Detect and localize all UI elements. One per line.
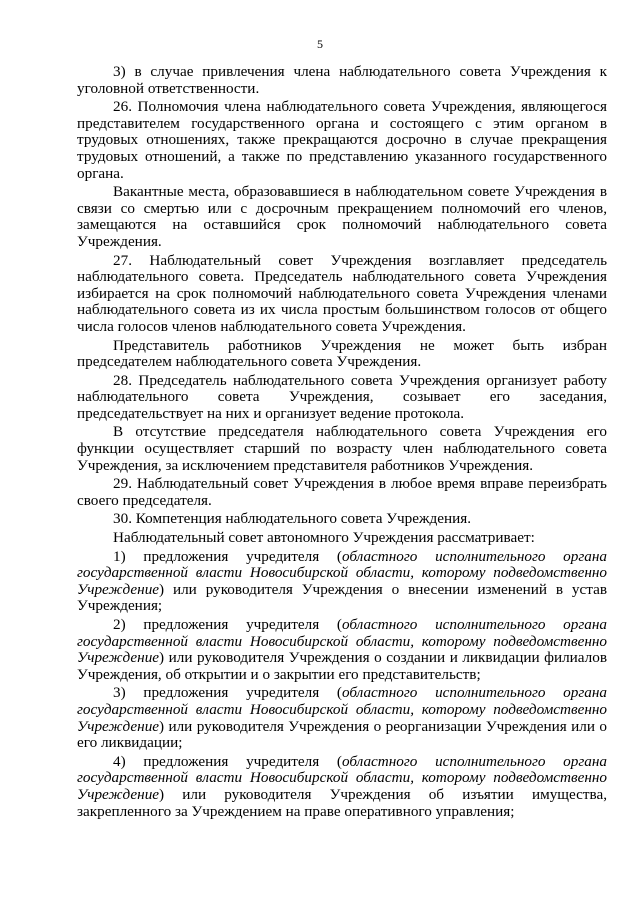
list-item-4 [77, 754, 607, 820]
list-item-4-end: ) или руководителя Учреждения об изъятии имущества, закрепленного за Учреждением на праве оперативного управления; [77, 785, 607, 820]
list-item-4-start: 4) предложения учредителя ( [113, 752, 342, 770]
list-item-1-start: 1) предложения учредителя ( [113, 547, 342, 565]
paragraph-28: 28. Председатель наблюдательного совета Учреждения организует работу наблюдательного совета Учреждения, созывает его заседания, председательствует на них и организует ведение протокола. [77, 371, 607, 422]
paragraph-employee-representative: Представитель работников Учреждения не может быть избран председателем наблюдательного совета Учреждения. [77, 336, 607, 371]
list-item-3-end: ) или руководителя Учреждения о реорганизации Учреждения или о его ликвидации; [77, 717, 607, 752]
document-body [77, 64, 607, 820]
list-item-3 [77, 685, 607, 751]
paragraph-30: 30. Компетенция наблюдательного совета Учреждения. [113, 510, 472, 528]
paragraph-27: 27. Наблюдательный совет Учреждения возглавляет председатель наблюдательного совета. Председатель наблюдательного совета Учреждения избирается на срок полномочий наблюдательного совета Учреждения членами наблюдательного совета из их числа простым большинством голосов от общего числа голосов членов наблюдательного совета Учреждения. [77, 251, 607, 335]
paragraph-29: 29. Наблюдательный совет Учреждения в любое время вправе переизбрать своего председателя. [77, 475, 607, 509]
paragraph-vacancies: Вакантные места, образовавшиеся в наблюдательном совете Учреждения в связи со смертью или с досрочным прекращением полномочий его членов, замещаются на оставшийся срок полномочий наблюдательного совета Учреждения. [77, 183, 607, 250]
paragraph-26: 26. Полномочия члена наблюдательного совета Учреждения, являющегося представителем государственного органа и состоящего с этим органом в трудовых отношениях, также прекращаются досрочно в случае прекращения трудовых отношений, а также по представлению указанного государственного органа. [77, 98, 607, 182]
list-item-2-italic: областного исполнительного органа государственной власти Новосибирской области, которому подведомственно Учреждение [77, 616, 607, 667]
paragraph-board-considers: Наблюдательный совет автономного Учреждения рассматривает: [113, 529, 535, 547]
paragraph-3-criminal-liability: 3) в случае привлечения члена наблюдательного совета Учреждения к уголовной ответственности. [77, 63, 607, 97]
list-item-3-start: 3) предложения учредителя ( [113, 684, 342, 702]
list-item-3-italic: областного исполнительного органа государственной власти Новосибирской области, которому подведомственно Учреждение [77, 684, 607, 735]
list-item-1-italic: областного исполнительного органа государственной власти Новосибирской области, которому подведомственно Учреждение [77, 547, 607, 598]
list-item-1 [77, 549, 607, 615]
list-item-2-start: 2) предложения учредителя ( [113, 616, 342, 633]
paragraph-absence-of-chair: В отсутствие председателя наблюдательного совета Учреждения его функции осуществляет старший по возрасту член наблюдательного совета Учреждения, за исключением представителя работников Учреждения. [77, 423, 607, 474]
list-item-4-italic: областного исполнительного органа государственной власти Новосибирской области, которому подведомственно Учреждение [77, 752, 607, 803]
page-number: 5 [317, 37, 323, 51]
list-item-2 [77, 617, 607, 683]
list-item-2-end: ) или руководителя Учреждения о создании и ликвидации филиалов Учреждения, об открытии и о закрытии его представительств; [77, 649, 607, 683]
list-item-1-end: ) или руководителя Учреждения о внесении изменений в устав Учреждения; [77, 580, 607, 615]
